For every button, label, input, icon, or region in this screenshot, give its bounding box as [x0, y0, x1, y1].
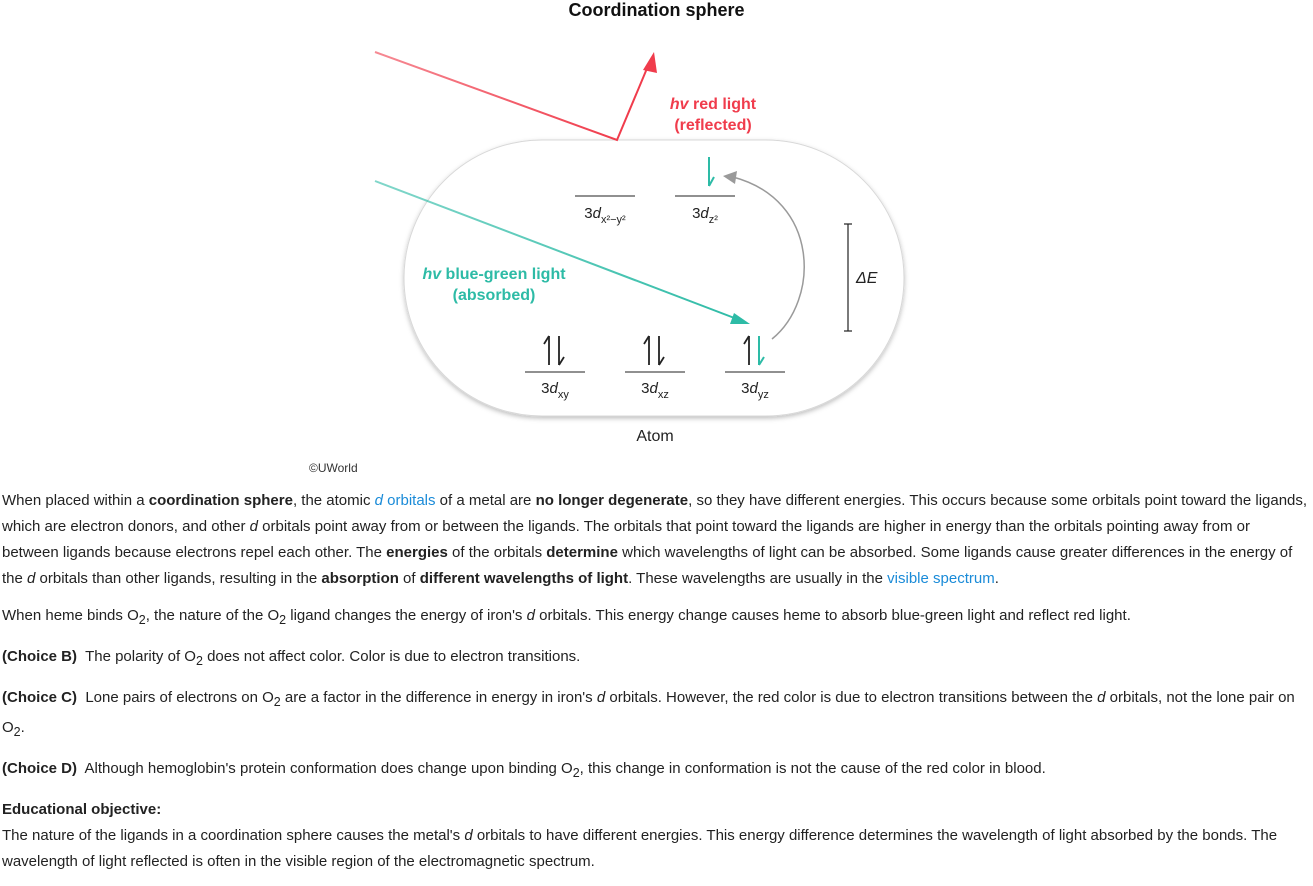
- copyright-notice: ©UWorld: [309, 461, 358, 475]
- orbital-label-xy: $3d_{xy}$: [541, 380, 569, 401]
- orbital-label-x2y2: $3d_{x^2-y^2}$: [584, 205, 626, 226]
- explanation-paragraph-1: When placed within a coordination sphere, the atomic d orbitals of a metal are no longer degenerate, so they have different energies. This occurs because some orbitals point toward the ligands, which are electron donors, and other d orbitals point away from or between the ligands. The orbitals that point toward the ligands are higher in energy than the orbitals pointing away from or between ligands because electrons repel each other. The energies of the orbitals determine which wavelengths of light can be absorbed. Some ligands cause greater differences in the energy of the d orbitals than other ligands, resulting in the absorption of different wavelengths of light. These wavelengths are usually in the visible spectrum.: [2, 492, 1308, 587]
- blue-green-light-label: hv blue-green light: [422, 266, 566, 283]
- figure-title: Coordination sphere: [568, 0, 745, 20]
- orbital-label-xz: $3d_{xz}$: [641, 380, 669, 401]
- explanation-text: [2, 488, 1308, 886]
- red-light-sublabel: (reflected): [674, 117, 752, 134]
- choice-c-explanation: (Choice C) Lone pairs of electrons on $O_2$ are a factor in the difference in energy in iron's d orbitals. However, the red color is due to electron transitions between the d orbitals, not the lone pair on $O_2$.: [2, 689, 1295, 739]
- educational-objective-text: The nature of the ligands in a coordination sphere causes the metal's d orbitals to have different energies. This energy difference determines the wavelength of light absorbed by the bonds. The wavelength of light reflected is often in the visible region of the electromagnetic spectrum.: [2, 827, 1278, 870]
- red-arrowhead: [643, 52, 657, 73]
- choice-b-explanation: (Choice B) The polarity of $O_2$ does not affect color. Color is due to electron transitions.: [2, 648, 581, 668]
- orbital-label-z2: $3d_{z^2}$: [692, 205, 718, 226]
- atom-label: Atom: [636, 428, 674, 445]
- visible-spectrum-link[interactable]: visible spectrum: [887, 570, 995, 587]
- explanation-paragraph-2: When heme binds $O_2$, the nature of the $O_2$ ligand changes the energy of iron's d orbitals. This energy change causes heme to absorb blue-green light and reflect red light.: [2, 607, 1131, 627]
- red-light-ray: [375, 52, 648, 140]
- red-light-label: hv red light: [669, 96, 757, 113]
- educational-objective-title: Educational objective:: [2, 801, 162, 818]
- blue-green-light-sublabel: (absorbed): [452, 287, 536, 304]
- choice-d-explanation: (Choice D) Although hemoglobin's protein conformation does change upon binding $O_2$, this change in conformation is not the cause of the red color in blood.: [2, 760, 1046, 780]
- orbital-label-yz: $3d_{yz}$: [741, 380, 769, 401]
- d-orbitals-link[interactable]: d orbitals: [374, 492, 436, 509]
- delta-e-label: ΔE: [856, 270, 878, 287]
